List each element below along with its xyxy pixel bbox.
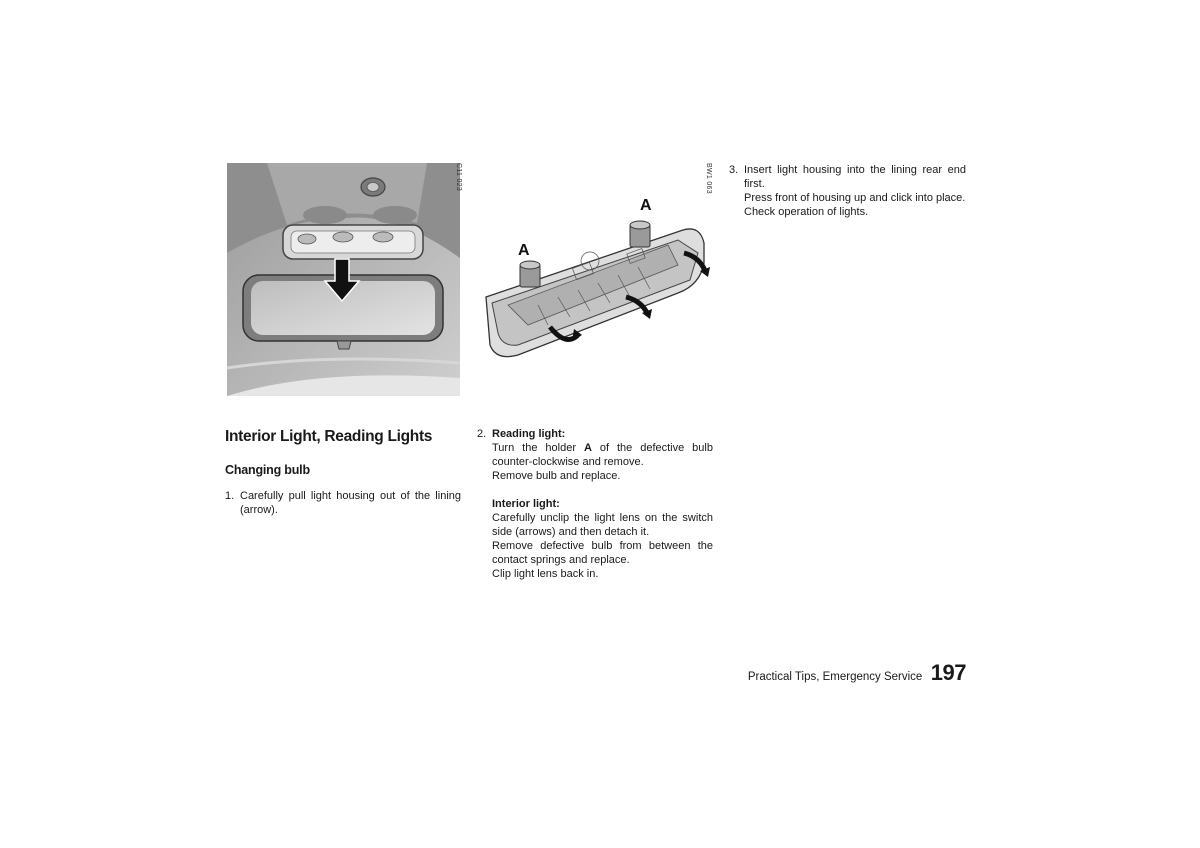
interior-light-heading: Interior light: [492, 498, 560, 510]
holder-left [520, 261, 540, 287]
section-subtitle: Changing bulb [225, 463, 310, 477]
interior-light-line-1: Carefully unclip the light lens on the switch side (arrows) and then detach it. [492, 512, 713, 538]
page-footer [700, 660, 966, 686]
overhead-console-illustration [227, 163, 460, 396]
reading-light-line-2: Remove bulb and replace. [492, 470, 621, 482]
figure-code-left: C11 023 [455, 163, 462, 192]
interior-light-line-2: Remove defective bulb from between the contact springs and replace. [492, 540, 713, 566]
figure-code-right: BW1 063 [705, 163, 712, 194]
holder-right [630, 221, 650, 247]
step-1-number: 1. [225, 490, 235, 502]
callout-a-right: A [640, 197, 652, 214]
callout-a-left: A [518, 242, 530, 259]
step-2-number: 2. [477, 428, 487, 440]
page-number: 197 [930, 660, 966, 685]
step-3-line-1: Insert light housing into the lining rear end first. [744, 164, 966, 190]
section-title: Interior Light, Reading Lights [225, 428, 433, 445]
step-3-number: 3. [729, 164, 739, 176]
holder-ref: A [583, 442, 592, 454]
step-3-line-2: Press front of housing up and click into place. [744, 192, 966, 204]
step-3-block [744, 163, 966, 219]
figure-light-housing [478, 185, 713, 375]
reading-light-heading: Reading light: [492, 428, 566, 440]
step-1-text: Carefully pull light housing out of the lining (arrow). [240, 490, 461, 516]
step-3-line-3: Check operation of lights. [744, 206, 869, 218]
light-housing-illustration [478, 185, 713, 375]
footer-section: Practical Tips, Emergency Service [747, 671, 923, 683]
figure-overhead-console [227, 163, 460, 396]
interior-light-line-3: Clip light lens back in. [492, 568, 599, 580]
step-2-block [492, 427, 713, 581]
reading-light-line-1: Turn the holder A of the defective bulb counter-clockwise and remove. [492, 442, 713, 468]
